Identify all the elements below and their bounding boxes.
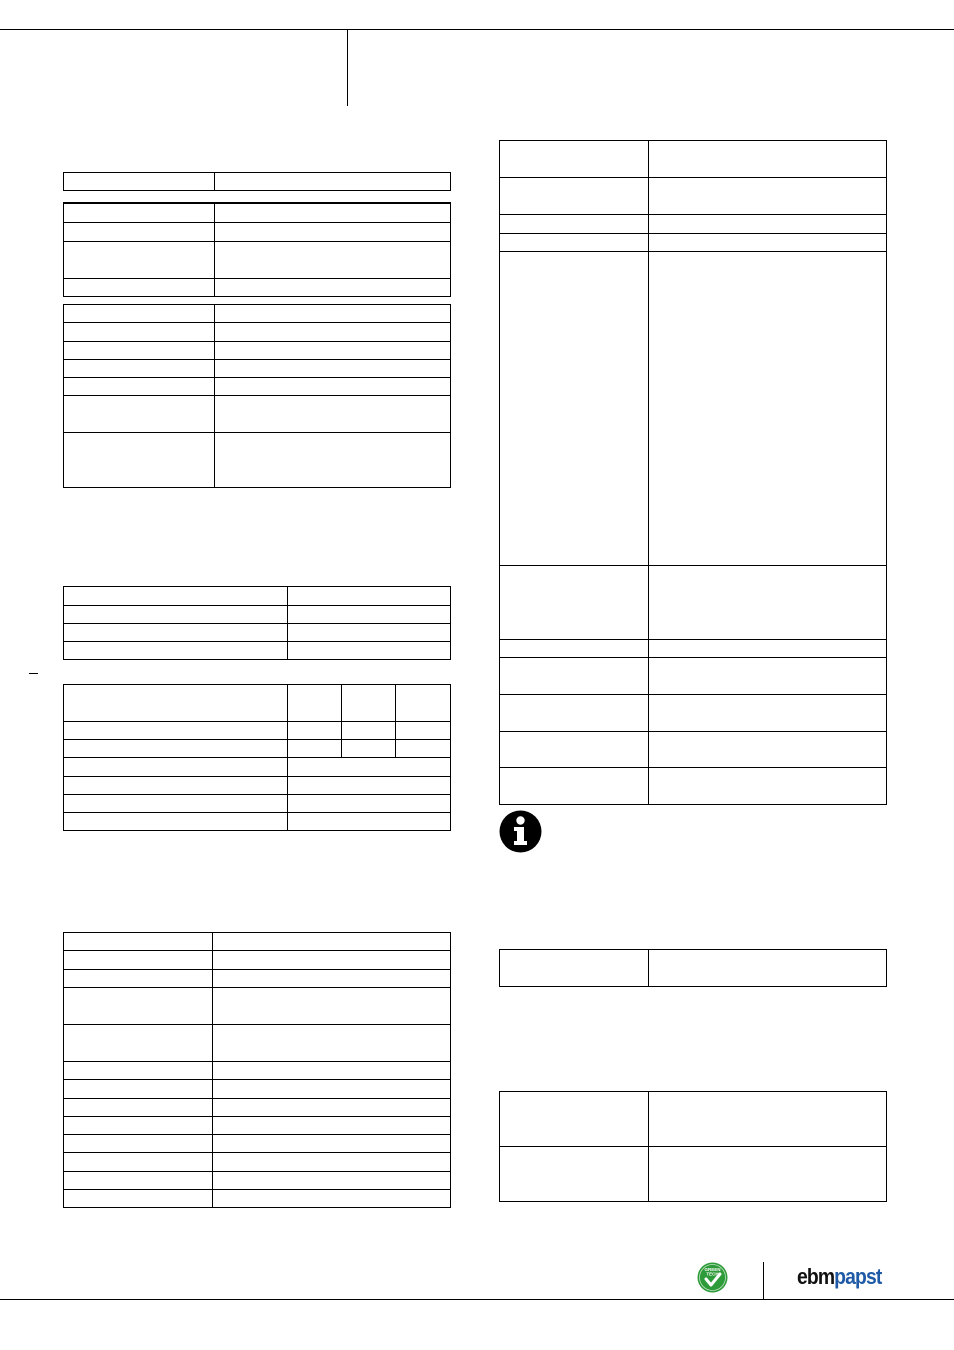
table-row [64,758,451,777]
table-left-4 [63,586,451,660]
table-row [64,342,451,360]
table-row [64,624,451,642]
table-row [64,1172,451,1190]
table-row [64,378,451,396]
greentech-badge-icon [697,1262,728,1293]
table-row [64,1117,451,1135]
table-row [64,1135,451,1153]
table-row [500,695,887,732]
table-row [64,360,451,378]
table-left-5 [63,684,451,831]
brand-logo-part2: papst [834,1264,882,1289]
brand-separator [763,1262,764,1300]
table-row [64,173,451,191]
table-row [64,951,451,970]
table-row [500,178,887,215]
table-row [500,234,887,252]
table-row [500,732,887,768]
brand-logo-part1: ebm [797,1264,835,1289]
table-row [500,640,887,658]
badge-text-2: TECH [706,1271,719,1277]
table-row [64,433,451,488]
table-row [64,323,451,342]
table-row [500,215,887,234]
table-row [500,950,887,987]
table-left-6 [63,932,451,1208]
header-divider [347,29,348,106]
brand-logo [797,1262,881,1292]
table-row [500,1092,887,1147]
table-row [64,203,451,222]
table-row [64,740,451,758]
table-row [64,1025,451,1062]
table-row [64,722,451,740]
table-row [500,768,887,805]
table-row [64,795,451,813]
footer-rule [0,1299,954,1300]
table-row [64,396,451,433]
table-row [500,1147,887,1202]
table-row [64,1062,451,1080]
table-row [64,241,451,278]
table-row [500,141,887,178]
table-row [64,988,451,1025]
table-right-3 [499,1091,887,1202]
table-row [64,305,451,323]
table-row [64,1153,451,1172]
table-row [64,1080,451,1099]
table-row [64,1190,451,1208]
table-row [500,658,887,695]
table-left-2 [63,202,451,297]
table-row [64,970,451,988]
table-row [64,933,451,951]
table-row [64,685,451,722]
table-right-1 [499,140,887,805]
table-row [64,813,451,831]
table-row [64,222,451,241]
table-row [64,777,451,795]
table-right-2 [499,949,887,987]
table-row [64,587,451,606]
table-row [64,606,451,624]
table-left-3 [63,304,451,488]
table-left-1 [63,172,451,191]
table-row [64,642,451,660]
header-rule [0,29,954,30]
badge-text-1: GREEN [704,1267,721,1272]
dash-mark [29,673,38,674]
table-row [64,278,451,296]
info-icon [499,810,542,853]
table-row [64,1099,451,1117]
table-row [500,252,887,566]
table-row [500,566,887,640]
